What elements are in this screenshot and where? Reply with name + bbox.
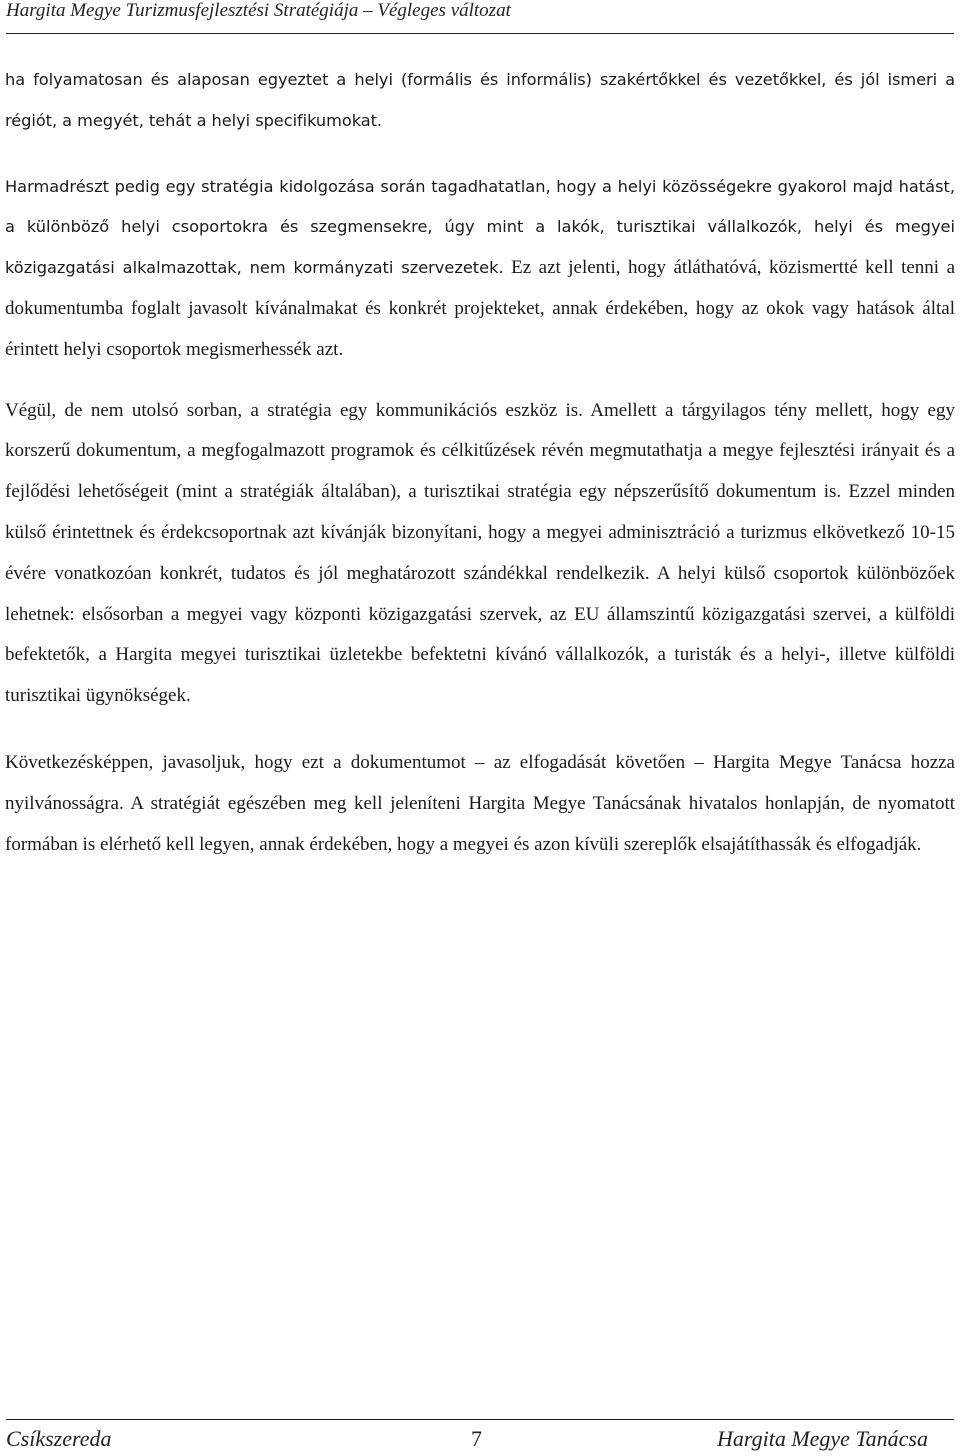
- page-footer: [6, 1419, 954, 1455]
- paragraph-2: [5, 167, 955, 371]
- paragraph-2-sans-part: Harmadrészt pedig egy stratégia kidolgozása során tagadhatatlan, hogy a helyi közösségekre gyakorol majd hatást, a különböző helyi csoportokra és szegmensekre, úgy mint a lakók, turisztikai vállalkozók, helyi és megyei közigazgatási alkalmazottak, nem kormányzati szervezetek.: [5, 176, 955, 278]
- paragraph-3: Végül, de nem utolsó sorban, a stratégia egy kommunikációs eszköz is. Amellett a tárgyilagos tény mellett, hogy egy korszerű dokumentum, a megfogalmazott programok és célkitűzések révén megmutathatja a megye fejlesztési irányait és a fejlődési lehetőségeit (mint a stratégiák általában), a turisztikai stratégia egy népszerűsítő dokumentum is. Ezzel minden külső érintettnek és érdekcsoportnak azt kívánják bizonyítani, hogy a megyei adminisztráció a turizmus elkövetkező 10-15 évére vonatkozóan konkrét, tudatos és jól meghatározott szándékkal rendelkezik. A helyi külső csoportok különbözőek lehetnek: elsősorban a megyei vagy központi közigazgatási szervek, az EU államszintű közigazgatási szervei, a külföldi befektetők, a Hargita megyei turisztikai üzletekbe befektetni kívánó vállalkozók, a turisták és a helyi-, illetve külföldi turisztikai ügynökségek.: [5, 399, 955, 707]
- footer-city: Csíkszereda: [6, 1426, 112, 1451]
- header-title: Hargita Megye Turizmusfejlesztési Stratégiája – Végleges változat: [6, 0, 511, 21]
- paragraph-4: Következésképpen, javasoljuk, hogy ezt a dokumentumot – az elfogadását követően – Hargita Megye Tanácsa hozza nyilvánosságra. A stratégiát egészében meg kell jeleníteni Hargita Megye Tanácsának hivatalos honlapján, de nyomatott formában is elérhető kell legyen, annak érdekében, hogy a megyei és azon kívüli szereplők elsajátíthassák és elfogadják.: [5, 751, 955, 855]
- page-header: [6, 0, 954, 34]
- paragraph-2-serif-part: Ez azt jelenti, hogy átláthatóvá, közismertté kell tenni a dokumentumba foglalt javasolt kívánalmakat és konkrét projekteket, annak érdekében, hogy az okok vagy hatások által érintett helyi csoportok megismerhessék azt.: [5, 257, 955, 360]
- footer-organization: Hargita Megye Tanácsa: [716, 1426, 928, 1451]
- paragraph-spacer: [5, 371, 955, 391]
- document-body: [5, 60, 955, 865]
- paragraph-spacer: [5, 717, 955, 743]
- paragraph-spacer: [5, 142, 955, 167]
- page-number: 7: [471, 1426, 482, 1451]
- paragraph-1: ha folyamatosan és alaposan egyeztet a helyi (formális és informális) szakértőkkel és vezetőkkel, és jól ismeri a régiót, a megyét, tehát a helyi specifikumokat.: [5, 70, 955, 130]
